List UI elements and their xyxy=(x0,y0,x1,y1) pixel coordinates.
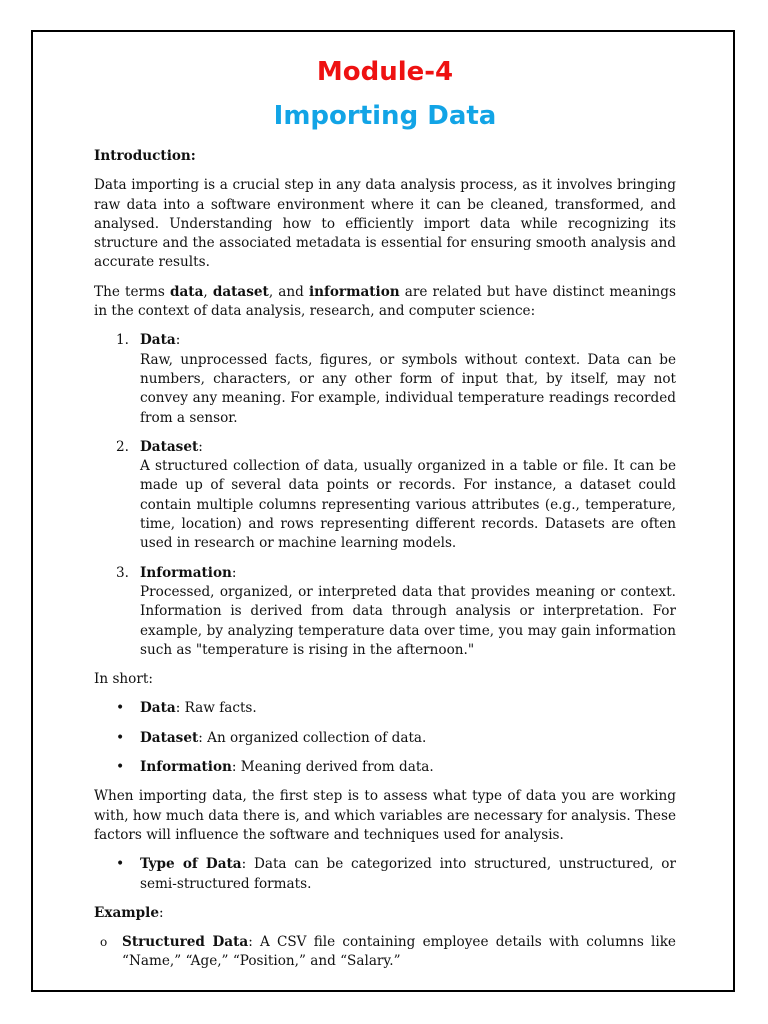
list-number: 3. xyxy=(116,564,129,581)
intro-paragraph: Data importing is a crucial step in any data analysis process, as it involves bringing raw data into a software environment where it can be cleaned, transformed, and analysed. Understanding how to efficiently import data while recognizing its structure and the associated metadata is essential for ensuring smooth analysis and accurate results. xyxy=(94,177,676,271)
summary-term: Data xyxy=(140,700,176,717)
in-short-label: In short: xyxy=(94,671,153,688)
terms-text-3: , and xyxy=(268,283,309,300)
definition-item-dataset xyxy=(94,438,676,554)
module-title: Module-4 xyxy=(316,57,454,87)
terms-text-2: , xyxy=(203,283,213,300)
summary-text: : Raw facts. xyxy=(175,700,257,717)
definition-heading xyxy=(140,331,676,350)
summary-item-dataset xyxy=(94,729,676,748)
bullet-icon: • xyxy=(116,856,125,873)
intro-heading: Introduction: xyxy=(94,148,196,164)
definition-term: Dataset xyxy=(140,438,199,455)
circle-bullet-icon: o xyxy=(100,935,108,950)
term-dataset: dataset xyxy=(212,283,269,300)
list-number: 1. xyxy=(116,332,129,349)
summary-item-data xyxy=(94,699,676,718)
definition-colon: : xyxy=(231,564,237,581)
definition-item-data xyxy=(94,331,676,427)
summary-term: Dataset xyxy=(140,729,199,746)
type-of-data-term: Type of Data xyxy=(140,856,242,873)
example-list xyxy=(94,933,676,972)
definitions-list xyxy=(94,331,676,660)
list-number: 2. xyxy=(116,438,129,455)
definition-text: Raw, unprocessed facts, figures, or symbols without context. Data can be numbers, characters, or any other form of input that, by itself, may not convey any meaning. For example, individual temperature readings recorded from a sensor. xyxy=(140,351,676,426)
definition-text: A structured collection of data, usually organized in a table or file. It can be made up of several data points or records. For instance, a dataset could contain multiple columns representing various attributes (e.g., temperature, time, location) and rows representing different records. Datasets are often used in research or machine learning models. xyxy=(140,458,676,552)
summary-text: : An organized collection of data. xyxy=(198,729,427,746)
page-border xyxy=(31,30,735,992)
definition-colon: : xyxy=(175,332,181,349)
definition-heading xyxy=(140,438,676,457)
document-content xyxy=(94,56,676,972)
definition-item-information xyxy=(94,564,676,660)
example-colon: : xyxy=(158,904,164,921)
page-title: Importing Data xyxy=(273,101,497,131)
summary-item-information xyxy=(94,758,676,777)
example-term: Example xyxy=(94,904,159,921)
bullet-icon: • xyxy=(116,729,125,746)
term-information: information xyxy=(308,283,400,300)
summary-text: : Meaning derived from data. xyxy=(231,759,434,776)
definition-term: Data xyxy=(140,332,176,349)
terms-paragraph xyxy=(94,283,676,322)
type-of-data-text: : Data can be categorized into structured, unstructured, or semi-structured formats. xyxy=(140,856,676,892)
bullet-icon: • xyxy=(116,759,125,776)
definition-colon: : xyxy=(198,438,203,455)
structured-data-text: : A CSV file containing employee details with columns like “Name,” “Age,” “Position,” and “Salary.” xyxy=(122,934,676,970)
structured-data-term: Structured Data xyxy=(122,934,249,951)
summary-list xyxy=(94,699,676,777)
bullet-icon: • xyxy=(116,700,125,717)
example-label xyxy=(94,904,676,923)
type-of-data-item xyxy=(94,855,676,894)
summary-term: Information xyxy=(140,759,232,776)
definition-text: Processed, organized, or interpreted data that provides meaning or context. Information is derived from data through analysis or interpretation. For example, by analyzing temperature data over time, you may gain information such as "temperature is rising in the afternoon." xyxy=(140,583,676,658)
terms-text-4: are related but have distinct meanings in the context of data analysis, research, and computer science: xyxy=(94,283,676,320)
importing-paragraph: When importing data, the first step is to assess what type of data you are working with, how much data there is, and which variables are necessary for analysis. These factors will influence the software and techniques used for analysis. xyxy=(94,788,676,843)
structured-data-item xyxy=(94,933,676,972)
term-data: data xyxy=(169,283,204,300)
terms-text-1: The terms xyxy=(94,283,170,300)
definition-heading xyxy=(140,564,676,583)
definition-term: Information xyxy=(140,564,232,581)
type-of-data-list xyxy=(94,855,676,894)
